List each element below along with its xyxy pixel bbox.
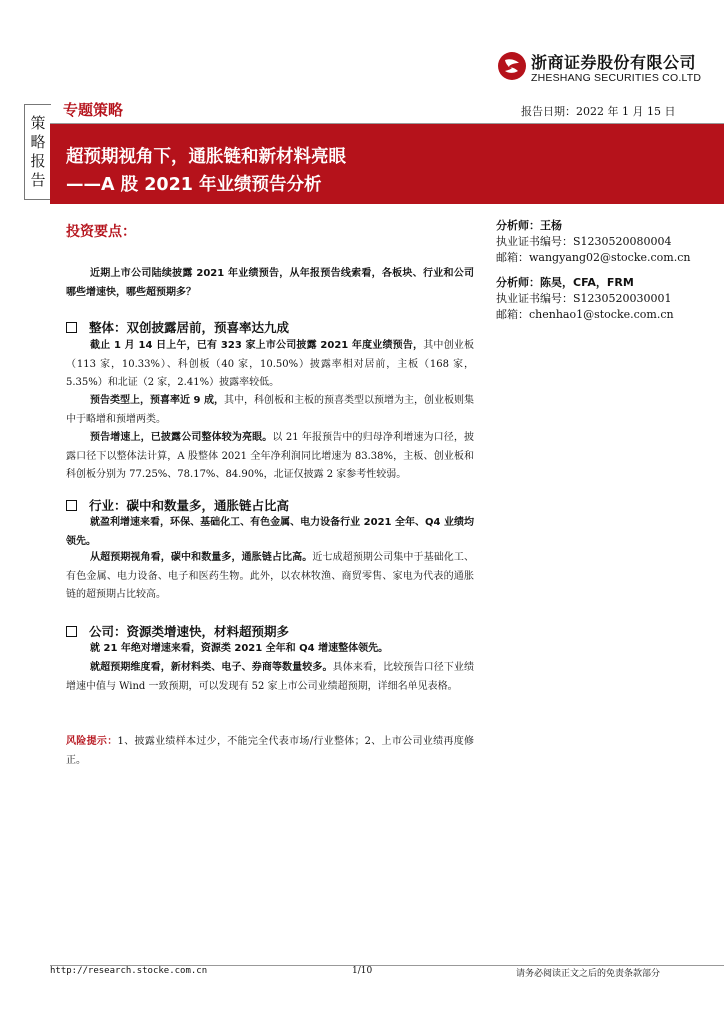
report-title-line2: ——A 股 2021 年业绩预告分析	[66, 175, 322, 195]
vertical-char: 略	[30, 133, 46, 151]
report-type-vertical-label	[24, 104, 51, 200]
checkbox-bullet-icon	[66, 322, 77, 333]
vertical-char: 报	[30, 152, 46, 170]
para-bold: 就 21 年绝对增速来看，资源类 2021 全年和 Q4 增速整体领先。	[90, 643, 389, 654]
intro-paragraph	[66, 265, 474, 302]
checkbox-bullet-icon	[66, 626, 77, 637]
analyst-name: 分析师：陈昊，CFA，FRM	[496, 276, 634, 289]
section1-para3	[66, 429, 474, 485]
footer-page-number: 1/10	[352, 966, 373, 976]
risk-text: 1、披露业绩样本过少，不能完全代表市场/行业整体；2、上市公司业绩再度修正。	[66, 736, 475, 766]
risk-warning	[66, 733, 474, 770]
section-heading-company	[66, 622, 289, 640]
para-bold: 就盈利增速来看，环保、基础化工、有色金属、电力设备行业 2021 全年、Q4 业绩均领先。	[66, 517, 474, 547]
footer-disclaimer: 请务必阅读正文之后的免责条款部分	[516, 969, 661, 979]
analyst-email[interactable]: 邮箱：wangyang02@stocke.com.cn	[496, 251, 691, 264]
para-bold: 从超预期视角看，碳中和数量多，通胀链占比高。	[90, 552, 313, 563]
risk-label: 风险提示：	[66, 736, 118, 747]
company-name-en: ZHESHANG SECURITIES CO.LTD	[531, 72, 702, 84]
analyst-cert: 执业证书编号：S1230520080004	[496, 235, 672, 248]
para-text: 其中，科创板和主板的预喜类型以预增为主，创业板则集中于略增和预增两类。	[66, 395, 475, 425]
para-bold: 就超预期维度看，新材料类、电子、券商等数量较多。	[90, 662, 333, 673]
analyst-block-2	[496, 275, 674, 323]
analyst-name: 分析师：王杨	[496, 219, 562, 232]
company-name-cn: 浙商证券股份有限公司	[531, 53, 697, 72]
para-bold: 预告类型上，预喜率近 9 成，	[90, 395, 224, 406]
invest-heading: 投资要点：	[66, 224, 136, 240]
section-heading-overall	[66, 318, 289, 336]
para-text: 具体来看，比较预告口径下业绩增速中值与 Wind 一致预期，可以发现有 52 家上市公司业绩超预期，详细名单见表格。	[66, 662, 475, 692]
section-heading-industry	[66, 496, 289, 514]
section-title: 整体：双创披露居前，预喜率达九成	[89, 320, 290, 335]
checkbox-bullet-icon	[66, 500, 77, 511]
vertical-char: 策	[30, 114, 46, 132]
section1-para1	[66, 337, 474, 393]
para-text: 以 21 年报预告中的归母净利增速为口径，披露口径下以整体法计算，A 股整体 2021 全年净利润同比增速为 83.38%，主板、创业板和科创板分别为 77.25%、78.17%、84.90%，北证仅披露 2 家参考性较弱。	[66, 432, 474, 480]
company-logo	[497, 51, 527, 81]
para-text: 近七成超预期公司集中于基础化工、有色金属、电力设备、电子和医药生物。此外，以农林牧渔、商贸零售、家电为代表的通胀链的超预期占比较高。	[66, 552, 475, 600]
analyst-block-1	[496, 218, 690, 266]
section3-para2	[66, 659, 474, 696]
section2-para2	[66, 549, 474, 605]
vertical-char: 告	[30, 171, 46, 189]
para-bold: 截止 1 月 14 日上午，已有 323 家上市公司披露 2021 年度业绩预告，	[90, 340, 424, 351]
section-title: 公司：资源类增速快，材料超预期多	[89, 624, 290, 639]
section3-para1	[66, 640, 474, 659]
section1-para2	[66, 392, 474, 429]
report-date: 报告日期：2022 年 1 月 15 日	[521, 105, 676, 118]
para-bold: 预告增速上，已披露公司整体较为亮眼。	[90, 432, 273, 443]
intro-text: 近期上市公司陆续披露 2021 年业绩预告，从年报预告线索看，各板块、行业和公司哪些增速快，哪些超预期多？	[66, 268, 474, 298]
footer-url[interactable]: http://research.stocke.com.cn	[50, 966, 208, 976]
analyst-cert: 执业证书编号：S1230520030001	[496, 292, 672, 305]
section2-para1	[66, 514, 474, 551]
report-title-line1: 超预期视角下，通胀链和新材料亮眼	[66, 147, 346, 167]
analyst-email[interactable]: 邮箱：chenhao1@stocke.com.cn	[496, 308, 674, 321]
para-text: 其中创业板（113 家，10.33%）、科创板（40 家，10.50%）披露率相对居前，主板（168 家，5.35%）和北证（2 家，2.41%）披露率较低。	[66, 340, 474, 388]
section-title: 行业：碳中和数量多，通胀链占比高	[89, 498, 290, 513]
report-topic: 专题策略	[63, 101, 124, 119]
